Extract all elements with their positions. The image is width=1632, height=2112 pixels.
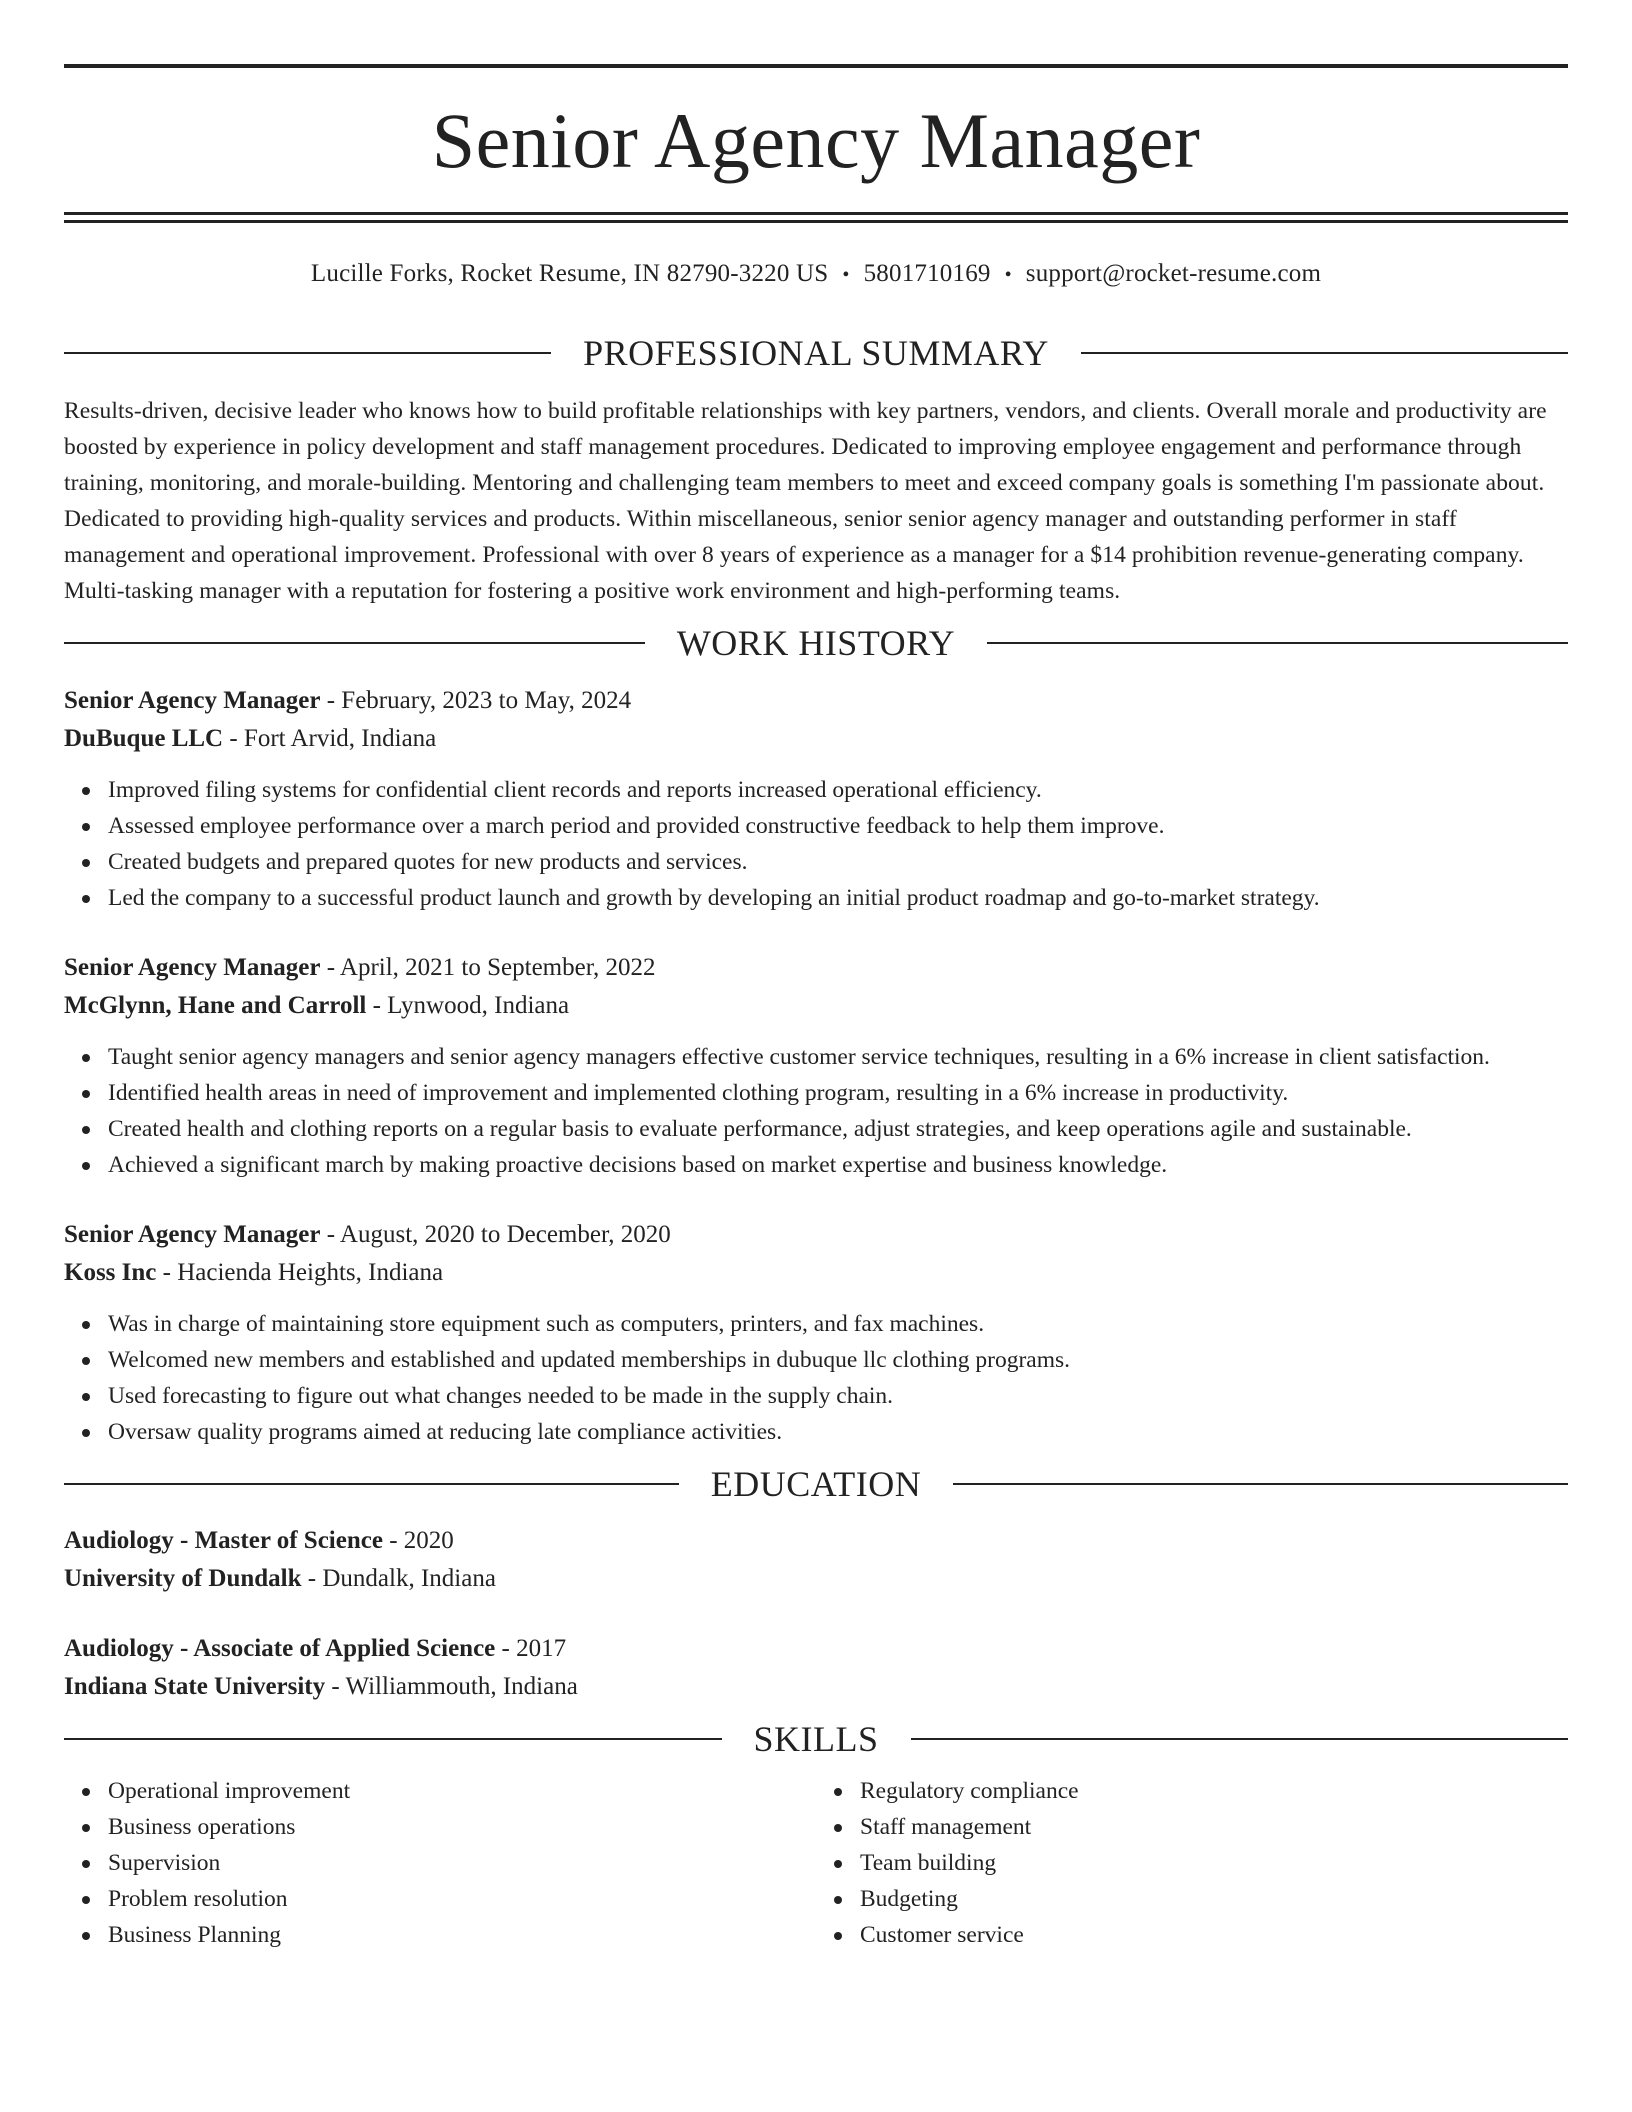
job-bullet: Welcomed new members and established and updated memberships in dubuque llc clothing programs. xyxy=(108,1342,1568,1378)
education-year: - 2017 xyxy=(495,1635,567,1662)
job-bullet: Oversaw quality programs aimed at reducing late compliance activities. xyxy=(108,1414,1568,1450)
section-title: EDUCATION xyxy=(710,1464,922,1504)
job-bullets xyxy=(64,1039,1568,1183)
job-location: - Lynwood, Indiana xyxy=(366,992,570,1019)
top-rule xyxy=(64,64,1568,68)
contact-phone: 5801710169 xyxy=(863,260,991,287)
section-rule xyxy=(953,1483,1568,1485)
education-school: University of Dundalk xyxy=(64,1565,302,1592)
section-rule xyxy=(987,642,1568,644)
education-location: - Dundalk, Indiana xyxy=(301,1565,496,1592)
job-bullet: Created budgets and prepared quotes for new products and services. xyxy=(108,844,1568,880)
contact-separator: • xyxy=(1004,264,1012,286)
job-bullets xyxy=(64,1306,1568,1450)
education-degree-line xyxy=(64,1630,1568,1668)
section-title: PROFESSIONAL SUMMARY xyxy=(583,333,1049,373)
summary-paragraph: Results-driven, decisive leader who knows how to build profitable relationships with key partners, vendors, and clients. Overall morale and productivity are boosted by experience in policy development and staff management procedures. Dedicated to improving employee engagement and performance through training, monitoring, and morale-building. Mentoring and challenging team members to meet and exceed company goals is something I'm passionate about. Dedicated to providing high-quality services and products. Within miscellaneous, senior senior agency manager and outstanding performer in staff management and operational improvement. Professional with over 8 years of experience as a manager for a $14 prohibition revenue-generating company. Multi-tasking manager with a reputation for fostering a positive work environment and high-performing teams. xyxy=(64,398,1547,604)
job-bullet: Assessed employee performance over a march period and provided constructive feedback to help them improve. xyxy=(108,808,1568,844)
job-bullet: Used forecasting to figure out what changes needed to be made in the supply chain. xyxy=(108,1378,1568,1414)
section-rule xyxy=(64,1738,722,1740)
section-rule xyxy=(64,1483,679,1485)
education-entry xyxy=(64,1522,1568,1598)
job-entry xyxy=(64,682,1568,916)
education-school: Indiana State University xyxy=(64,1673,326,1700)
job-dates: - February, 2023 to May, 2024 xyxy=(320,687,632,714)
education-school-line xyxy=(64,1560,1568,1598)
section-rule xyxy=(1081,352,1568,354)
contact-address: Lucille Forks, Rocket Resume, IN 82790-3220 US xyxy=(310,260,829,287)
resume-title: Senior Agency Manager xyxy=(431,97,1201,184)
section-header-skills xyxy=(64,1719,1568,1759)
job-title: Senior Agency Manager xyxy=(64,954,321,981)
education-degree: Audiology - Associate of Applied Science xyxy=(64,1635,496,1662)
contact-email: support@rocket-resume.com xyxy=(1025,260,1322,287)
job-bullets xyxy=(64,772,1568,916)
job-location: - Fort Arvid, Indiana xyxy=(223,725,437,752)
skills-list xyxy=(64,1773,1568,1953)
job-entry xyxy=(64,949,1568,1183)
section-rule xyxy=(64,642,645,644)
job-location: - Hacienda Heights, Indiana xyxy=(156,1259,444,1286)
job-bullet: Taught senior agency managers and senior agency managers effective customer service techniques, resulting in a 6% increase in client satisfaction. xyxy=(108,1039,1568,1075)
job-bullet: Created health and clothing reports on a regular basis to evaluate performance, adjust strategies, and keep operations agile and sustainable. xyxy=(108,1111,1568,1147)
education-degree-line xyxy=(64,1522,1568,1560)
skill-item: Budgeting xyxy=(860,1881,1568,1917)
job-company: McGlynn, Hane and Carroll xyxy=(64,992,367,1019)
skill-item: Business Planning xyxy=(108,1917,816,1953)
job-dates: - August, 2020 to December, 2020 xyxy=(320,1221,671,1248)
section-title: WORK HISTORY xyxy=(676,623,956,663)
skill-item: Staff management xyxy=(860,1809,1568,1845)
job-bullet: Improved filing systems for confidential client records and reports increased operational efficiency. xyxy=(108,772,1568,808)
education-year: - 2020 xyxy=(382,1527,454,1554)
job-title-line xyxy=(64,1216,1568,1254)
skills-column-left xyxy=(64,1773,816,1953)
job-title: Senior Agency Manager xyxy=(64,687,321,714)
education-school-line xyxy=(64,1668,1568,1706)
education-location: - Williammouth, Indiana xyxy=(325,1673,578,1700)
job-title-line xyxy=(64,949,1568,987)
job-bullet: Identified health areas in need of improvement and implemented clothing program, resulting in a 6% increase in productivity. xyxy=(108,1075,1568,1111)
section-rule xyxy=(64,352,551,354)
job-bullet: Was in charge of maintaining store equipment such as computers, printers, and fax machines. xyxy=(108,1306,1568,1342)
job-entry xyxy=(64,1216,1568,1450)
job-title: Senior Agency Manager xyxy=(64,1221,321,1248)
job-company-line xyxy=(64,987,1568,1025)
contact-line xyxy=(64,259,1568,290)
section-header-work-history xyxy=(64,623,1568,663)
job-bullet: Led the company to a successful product launch and growth by developing an initial product roadmap and go-to-market strategy. xyxy=(108,880,1568,916)
skill-item: Problem resolution xyxy=(108,1881,816,1917)
education-degree: Audiology - Master of Science xyxy=(64,1527,383,1554)
job-bullet: Achieved a significant march by making proactive decisions based on market expertise and business knowledge. xyxy=(108,1147,1568,1183)
skills-column-right xyxy=(816,1773,1568,1953)
section-header-education xyxy=(64,1464,1568,1504)
section-header-summary xyxy=(64,333,1568,373)
skill-item: Customer service xyxy=(860,1917,1568,1953)
job-dates: - April, 2021 to September, 2022 xyxy=(320,954,656,981)
section-rule xyxy=(911,1738,1569,1740)
skill-item: Supervision xyxy=(108,1845,816,1881)
skill-item: Business operations xyxy=(108,1809,816,1845)
contact-separator: • xyxy=(842,264,850,286)
job-company-line xyxy=(64,1254,1568,1292)
section-title: SKILLS xyxy=(753,1719,879,1759)
job-company-line xyxy=(64,720,1568,758)
skill-item: Operational improvement xyxy=(108,1773,816,1809)
skill-item: Regulatory compliance xyxy=(860,1773,1568,1809)
skill-item: Team building xyxy=(860,1845,1568,1881)
education-entry xyxy=(64,1630,1568,1706)
title-double-rule xyxy=(64,212,1568,223)
job-company: DuBuque LLC xyxy=(64,725,224,752)
job-title-line xyxy=(64,682,1568,720)
job-company: Koss Inc xyxy=(64,1259,157,1286)
